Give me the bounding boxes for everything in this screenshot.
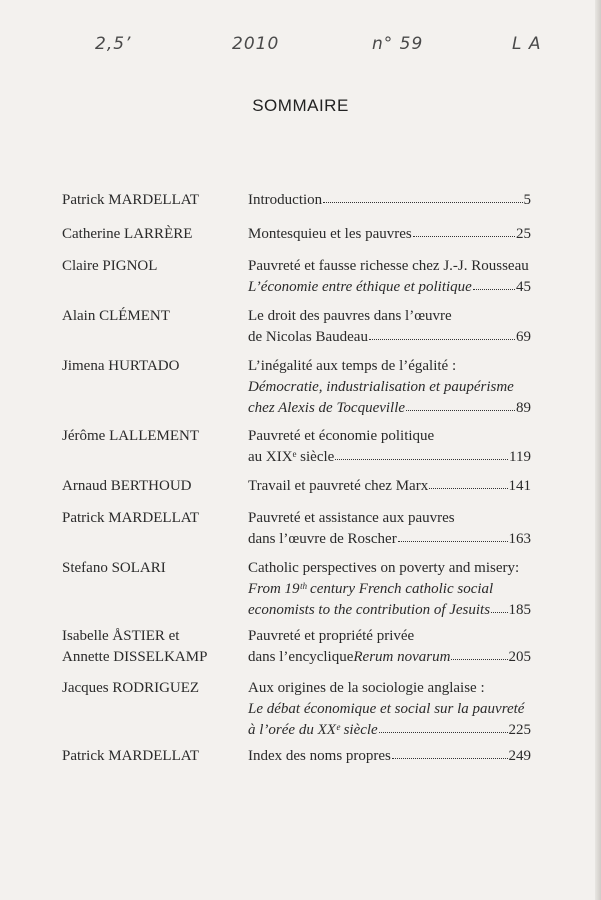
page-number: 5 [523,192,531,208]
toc-title-line [248,224,531,245]
toc-title-line [248,277,531,298]
title-text: Index des noms propres [248,748,391,764]
author-name: Patrick MARDELLAT [62,192,200,208]
toc-title-line [248,327,531,348]
title-text: Démocratie, industrialisation et paupérisme [248,379,514,395]
page-number: 163 [508,531,531,547]
title-text: Pauvreté et assistance aux pauvres [248,510,455,526]
toc-title [248,426,531,468]
toc-author [62,508,242,529]
toc-author [62,356,242,377]
toc-title-line [248,426,531,447]
author-name: Catherine LARRÈRE [62,226,193,242]
title-text: à l’orée du XXᵉ siècle [248,722,378,738]
title-text: au XIXᵉ siècle [248,449,335,465]
page-number: 185 [508,602,531,618]
author-name: Alain CLÉMENT [62,308,170,324]
author-name: Isabelle ÅSTIER et [62,628,180,644]
dot-leader [379,728,508,734]
toc-title-line [248,529,531,550]
toc-author [62,626,242,668]
toc-title-line [248,447,531,468]
toc-title-line [248,476,531,497]
toc-author [62,306,242,327]
toc-title [248,508,531,550]
toc-title [248,256,531,298]
title-text: Introduction [248,192,323,208]
toc-title [248,306,531,348]
toc-title-line [248,190,531,211]
toc-author [62,746,242,767]
title-text: Travail et pauvreté chez Marx [248,478,429,494]
dot-leader [429,484,507,490]
page-number: 225 [508,722,531,738]
title-italic-text: Rerum novarum [353,649,451,665]
dot-leader [473,285,515,291]
title-text: L’inégalité aux temps de l’égalité : [248,358,457,374]
toc-title [248,476,531,497]
page-number: 249 [508,748,531,764]
page-number: 89 [516,400,531,416]
toc-title-line [248,398,531,419]
title-text: Pauvreté et économie politique [248,428,435,444]
toc-title [248,224,531,245]
toc-title-line [248,626,531,647]
toc-title-line [248,746,531,767]
title-text: chez Alexis de Tocqueville [248,400,406,416]
toc-author [62,558,242,579]
toc-title-line [248,306,531,327]
title-text: Pauvreté et fausse richesse chez J.-J. Rousseau [248,258,529,274]
author-name: Arnaud BERTHOUD [62,478,192,494]
title-text: Catholic perspectives on poverty and misery: [248,560,520,576]
toc-title-line [248,356,531,377]
dot-leader [451,655,507,661]
handwritten-note: 2010 [232,34,280,54]
dot-leader [335,455,508,461]
toc-author [62,476,242,497]
toc-title [248,356,531,419]
title-text: dans l’encyclique [248,649,354,665]
author-name: Claire PIGNOL [62,258,158,274]
page-edge [595,0,601,900]
page-title: SOMMAIRE [252,96,349,115]
author-name: Jacques RODRIGUEZ [62,680,200,696]
toc-title [248,626,531,668]
toc-title [248,558,531,621]
page-number: 205 [508,649,531,665]
title-text: Le débat économique et social sur la pauvreté [248,701,525,717]
dot-leader [398,537,508,543]
toc-title-line [248,678,531,699]
toc-title-line [248,558,531,579]
toc-author [62,426,242,447]
title-text: de Nicolas Baudeau [248,329,368,345]
toc-title-line [248,720,531,741]
author-name: Jimena HURTADO [62,358,180,374]
handwritten-note: L A [512,34,542,54]
toc-title-line [248,647,531,668]
toc-title [248,190,531,211]
toc-title-line [248,600,531,621]
dot-leader [491,608,507,614]
author-name: Patrick MARDELLAT [62,510,200,526]
toc-author [62,678,242,699]
handwritten-note: 2,5’ [95,34,132,54]
title-text: From 19ᵗʰ century French catholic social [248,581,494,597]
toc-title [248,678,531,741]
title-text: L’économie entre éthique et politique [248,279,472,295]
dot-leader [369,335,515,341]
page-number: 141 [508,478,531,494]
toc-title [248,746,531,767]
dot-leader [406,406,515,412]
title-text: Montesquieu et les pauvres [248,226,412,242]
title-text: dans l’œuvre de Roscher [248,531,397,547]
toc-title-line [248,508,531,529]
dot-leader [323,198,522,204]
toc-title-line [248,256,531,277]
toc-author [62,256,242,277]
title-text: Aux origines de la sociologie anglaise : [248,680,485,696]
toc-author [62,190,242,211]
title-text: Le droit des pauvres dans l’œuvre [248,308,452,324]
page-number: 25 [516,226,531,242]
dot-leader [413,232,515,238]
dot-leader [392,754,508,760]
toc-title-line [248,377,531,398]
toc-author [62,224,242,245]
toc-title-line [248,699,531,720]
author-name: Patrick MARDELLAT [62,748,200,764]
author-name: Stefano SOLARI [62,560,166,576]
toc-title-line [248,579,531,600]
page-number: 69 [516,329,531,345]
title-text: Pauvreté et propriété privée [248,628,415,644]
handwritten-note: n° 59 [372,34,424,54]
author-name: Jérôme LALLEMENT [62,428,200,444]
author-name: Annette DISSELKAMP [62,649,208,665]
page-number: 45 [516,279,531,295]
title-text: economists to the contribution of Jesuits [248,602,491,618]
page-number: 119 [509,449,531,465]
